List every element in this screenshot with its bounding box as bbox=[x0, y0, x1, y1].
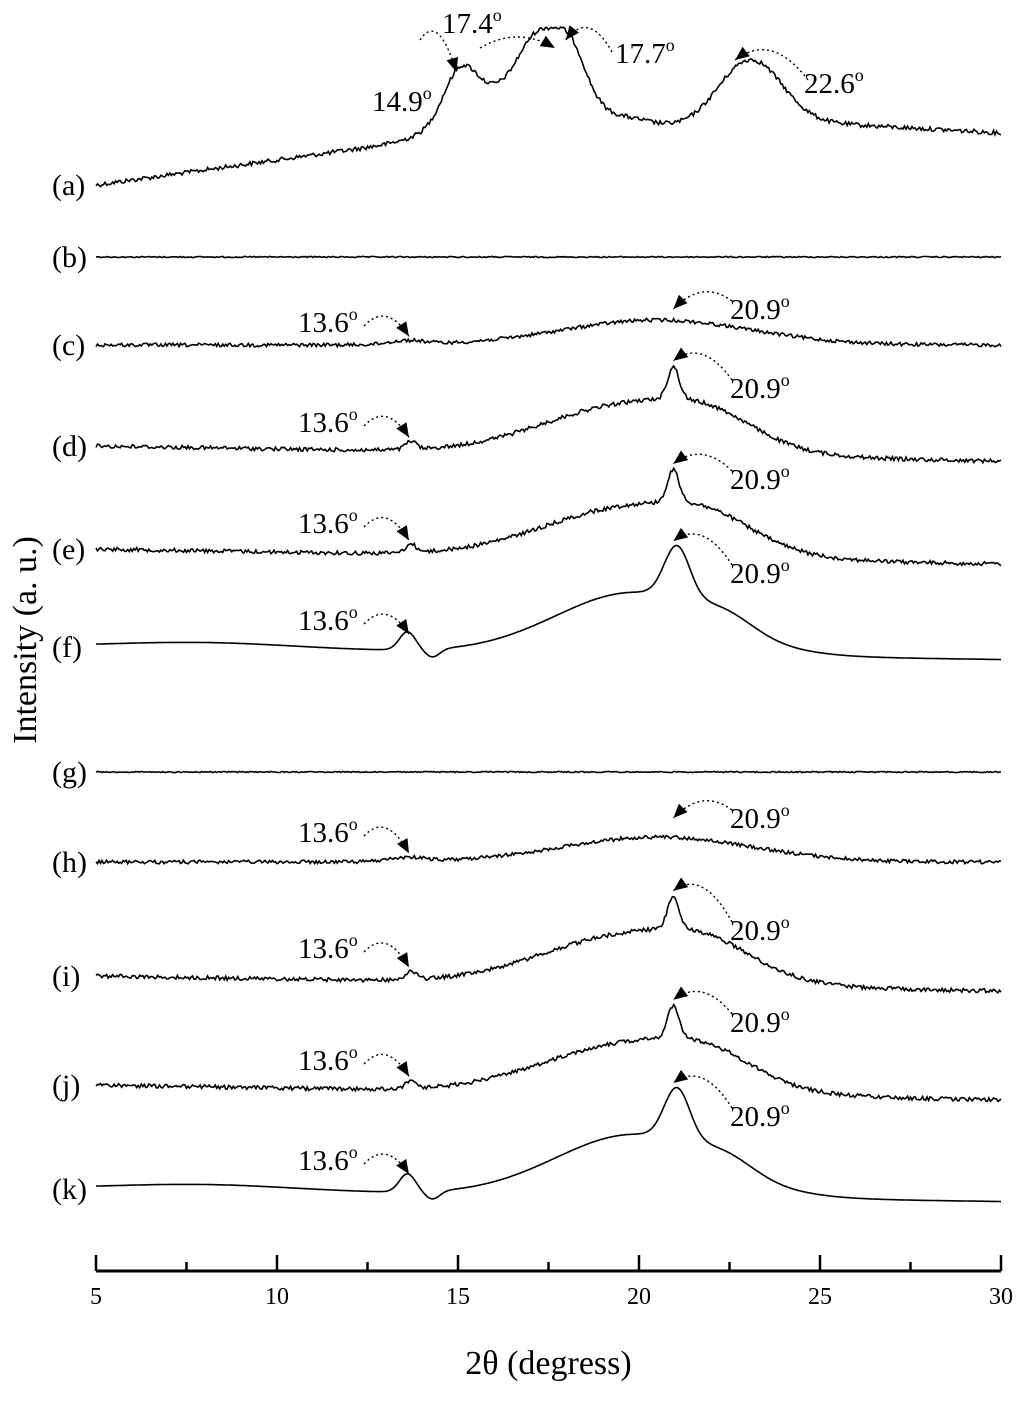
peak-arrow-c-20-9-head bbox=[673, 295, 687, 309]
peak-arrow-f-13-6-head bbox=[396, 619, 409, 634]
peak-label-f-20-9: 20.9$^o$ bbox=[730, 555, 790, 590]
peak-arrow-k-20-9-head bbox=[673, 1070, 688, 1083]
trace-label-i: (i) bbox=[52, 960, 81, 993]
trace-a bbox=[96, 27, 1001, 186]
x-tick-label: 25 bbox=[808, 1284, 832, 1310]
trace-label-g: (g) bbox=[52, 756, 87, 789]
peak-label-c-20-9: 20.9$^o$ bbox=[730, 291, 790, 326]
y-axis-title: Intensity (a. u.) bbox=[7, 536, 44, 744]
peak-label-k-13-6: 13.6$^o$ bbox=[298, 1142, 358, 1177]
x-tick-label: 30 bbox=[989, 1284, 1013, 1310]
trace-label-f: (f) bbox=[52, 631, 82, 664]
peak-arrow-k-13-6-head bbox=[396, 1159, 409, 1174]
peak-label-j-20-9: 20.9$^o$ bbox=[730, 1004, 790, 1039]
peak-arrow-i-13-6-head bbox=[397, 952, 409, 967]
annotations-group bbox=[298, 5, 864, 1177]
peak-arrow-d-13-6-head bbox=[396, 422, 409, 437]
peak-arrow-a-14-9-head bbox=[447, 57, 458, 72]
x-tick-label: 20 bbox=[627, 1284, 651, 1310]
trace-h bbox=[96, 836, 1001, 864]
peak-label-f-13-6: 13.6$^o$ bbox=[298, 602, 358, 637]
x-tick-label: 10 bbox=[265, 1284, 289, 1310]
peak-label-j-13-6: 13.6$^o$ bbox=[298, 1042, 358, 1077]
trace-b bbox=[96, 256, 1001, 257]
peak-label-h-20-9: 20.9$^o$ bbox=[730, 800, 790, 835]
peak-label-a-17-7: 17.7$^o$ bbox=[615, 35, 675, 70]
trace-c bbox=[96, 318, 1001, 346]
peak-label-k-20-9: 20.9$^o$ bbox=[730, 1098, 790, 1133]
peak-label-i-20-9: 20.9$^o$ bbox=[730, 912, 790, 947]
trace-label-k: (k) bbox=[52, 1173, 87, 1206]
peak-label-d-20-9: 20.9$^o$ bbox=[730, 370, 790, 405]
peak-arrow-e-13-6-head bbox=[397, 525, 409, 540]
trace-i bbox=[96, 897, 1001, 993]
trace-label-b: (b) bbox=[52, 241, 87, 274]
peak-label-c-13-6: 13.6$^o$ bbox=[298, 304, 358, 339]
trace-label-j: (j) bbox=[52, 1069, 81, 1102]
peak-label-a-14-9: 14.9$^o$ bbox=[372, 83, 432, 118]
peak-label-d-13-6: 13.6$^o$ bbox=[298, 404, 358, 439]
trace-g bbox=[96, 771, 1001, 772]
peak-arrow-a-17-4-head bbox=[540, 36, 555, 48]
trace-j bbox=[96, 1005, 1001, 1102]
trace-e bbox=[96, 468, 1001, 565]
x-axis bbox=[90, 1255, 1013, 1310]
peak-arrow-h-13-6-curve bbox=[364, 827, 409, 853]
peak-label-a-17-4: 17.4$^o$ bbox=[442, 5, 502, 40]
peak-label-i-13-6: 13.6$^o$ bbox=[298, 930, 358, 965]
trace-d bbox=[96, 366, 1001, 463]
trace-k bbox=[96, 1088, 1001, 1202]
trace-f bbox=[96, 546, 1001, 660]
trace-label-d: (d) bbox=[52, 430, 87, 463]
traces-group bbox=[52, 27, 1001, 1206]
peak-arrow-c-13-6-head bbox=[396, 321, 409, 336]
trace-label-e: (e) bbox=[52, 533, 86, 566]
peak-arrow-j-20-9-head bbox=[673, 987, 688, 1000]
trace-label-a: (a) bbox=[52, 169, 86, 202]
trace-label-c: (c) bbox=[52, 329, 86, 362]
peak-label-e-13-6: 13.6$^o$ bbox=[298, 505, 358, 540]
peak-arrow-h-20-9-head bbox=[673, 804, 687, 818]
trace-label-h: (h) bbox=[52, 846, 87, 879]
peak-arrow-i-20-9-head bbox=[673, 878, 688, 891]
peak-label-h-13-6: 13.6$^o$ bbox=[298, 814, 358, 849]
peak-arrow-h-13-6-head bbox=[397, 838, 409, 853]
peak-label-e-20-9: 20.9$^o$ bbox=[730, 461, 790, 496]
peak-label-a-22-6: 22.6$^o$ bbox=[804, 65, 864, 100]
x-tick-label: 5 bbox=[90, 1284, 102, 1310]
peak-arrow-f-20-9-head bbox=[673, 528, 688, 541]
x-tick-label: 15 bbox=[446, 1284, 470, 1310]
peak-arrow-i-20-9-curve bbox=[673, 884, 732, 922]
x-axis-title: 2θ (degress) bbox=[465, 1345, 632, 1382]
peak-arrow-a-22-6-head bbox=[735, 47, 750, 60]
